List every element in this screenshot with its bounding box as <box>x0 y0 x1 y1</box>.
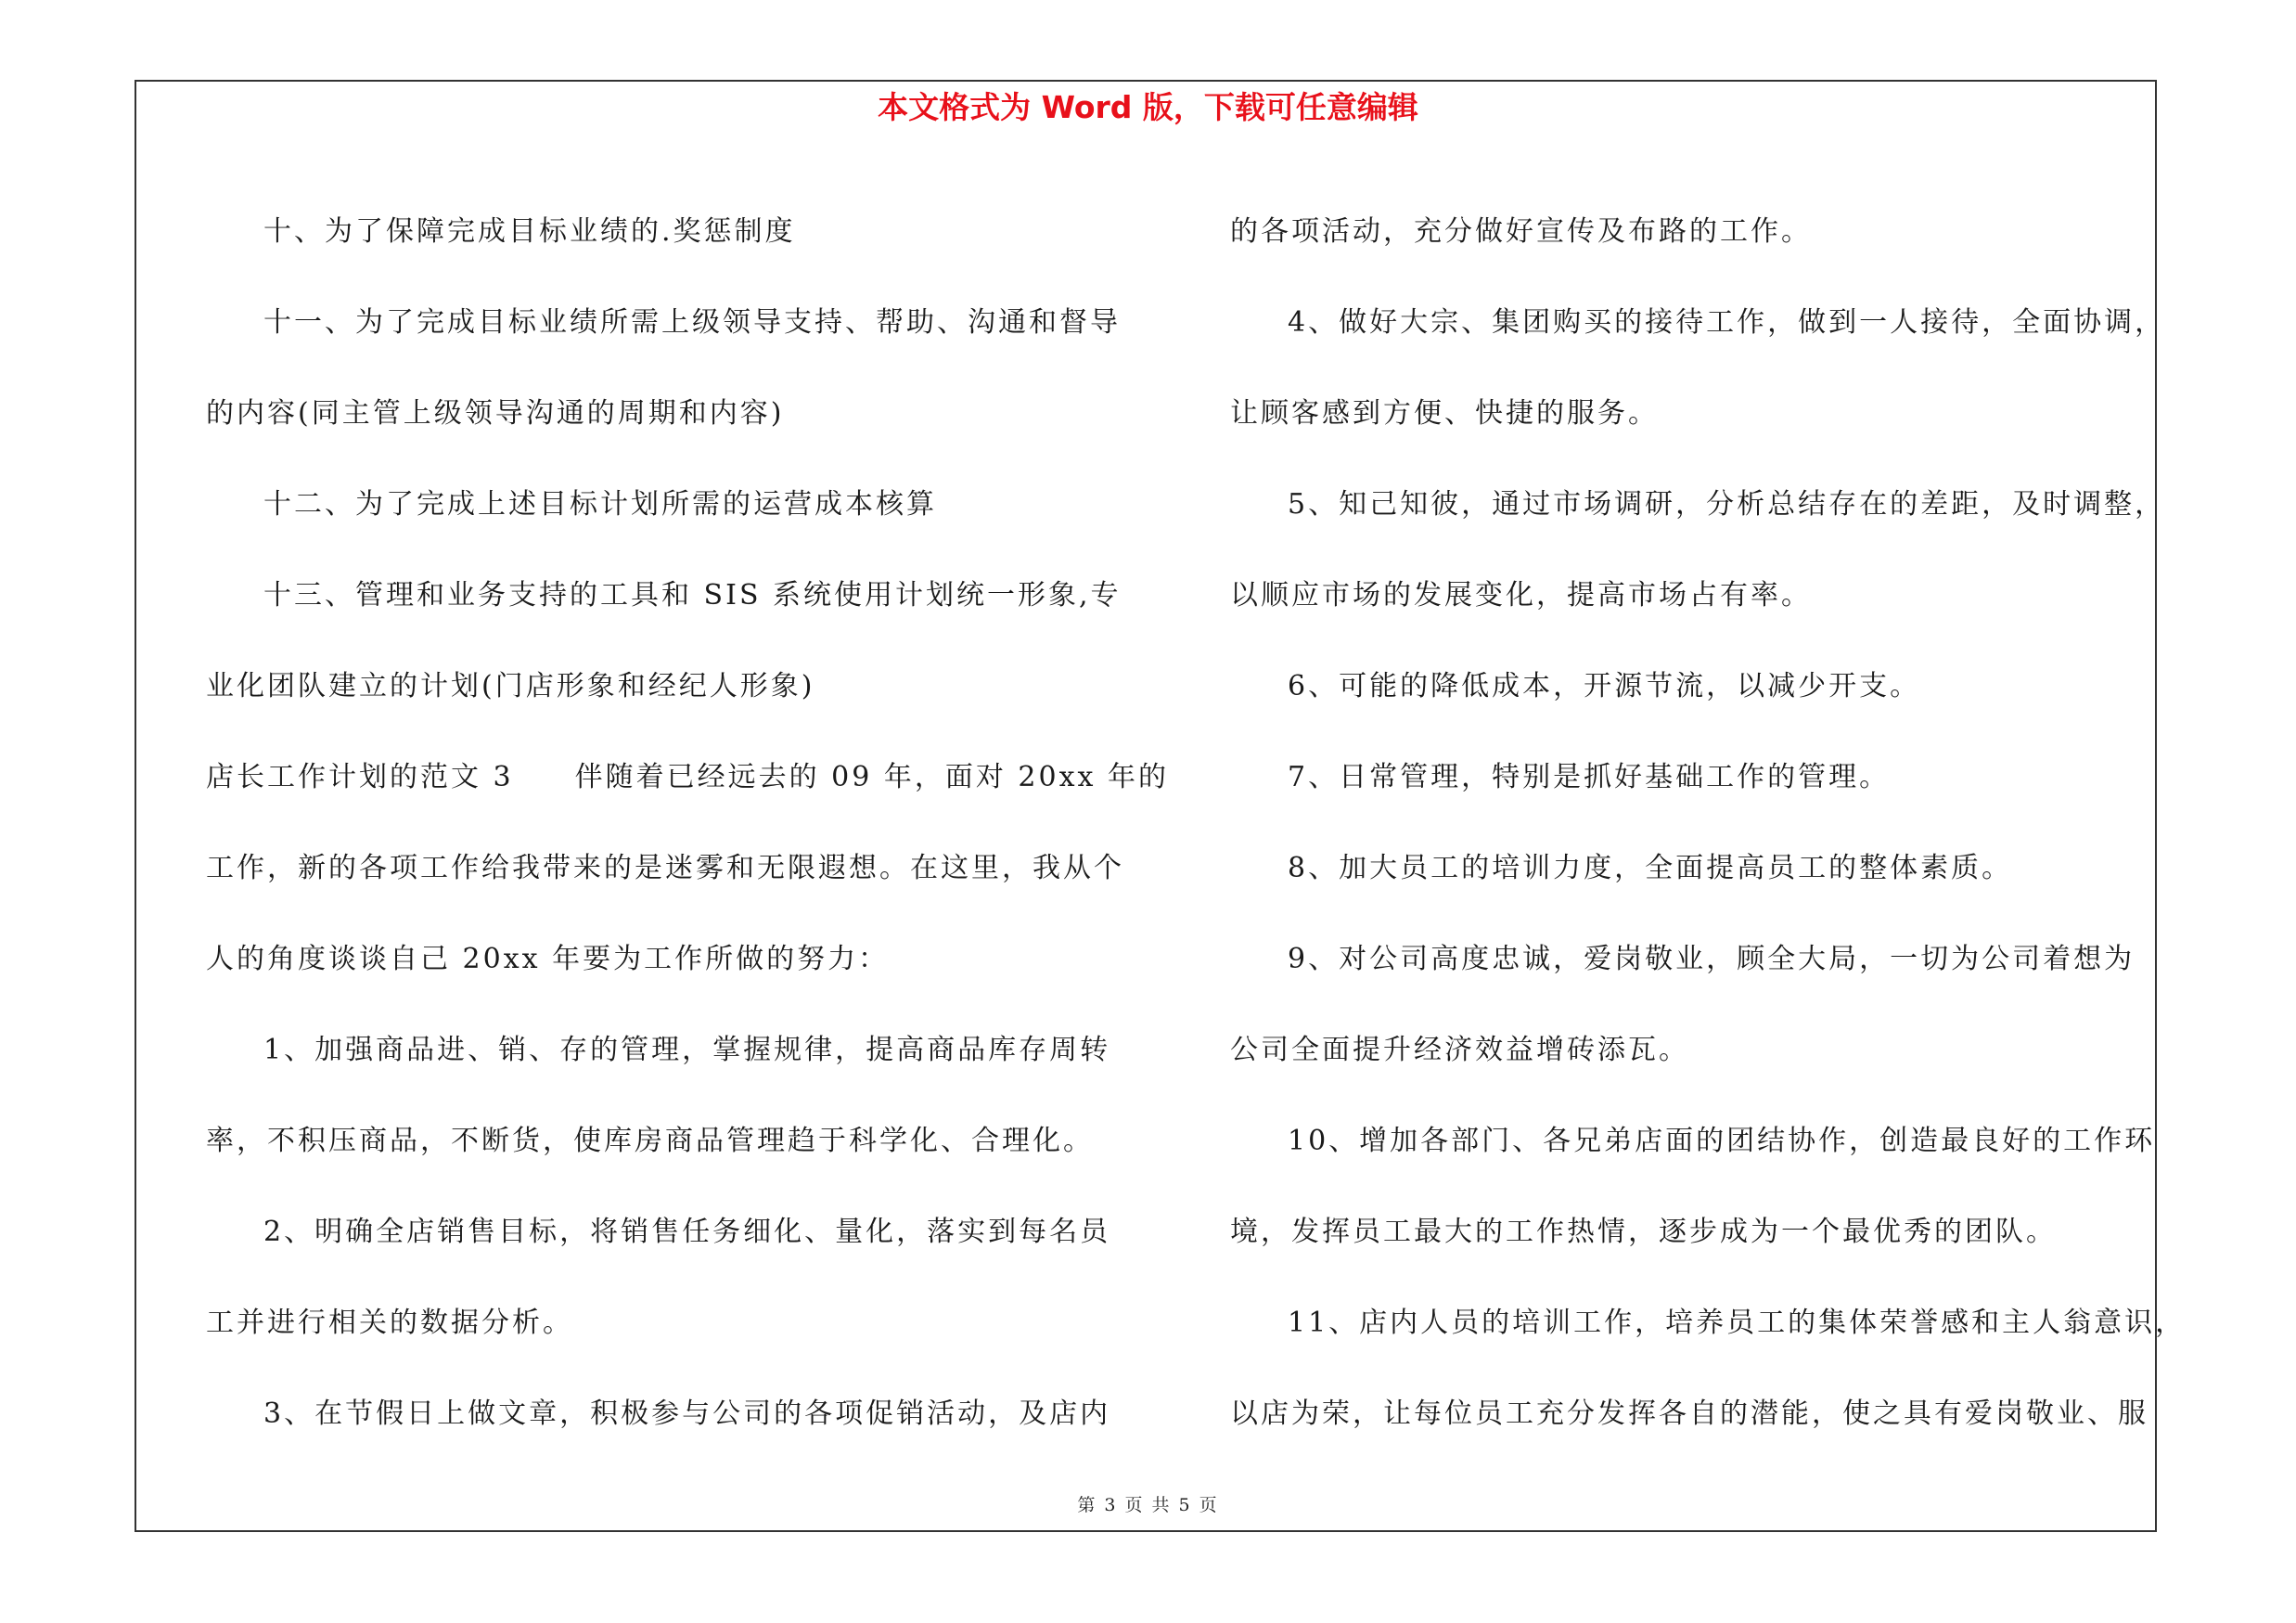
text-line: 3、在节假日上做文章，积极参与公司的各项促销活动，及店内 <box>263 1398 1111 1430</box>
text-line: 人的角度谈谈自己 20xx 年要为工作所做的努力： <box>206 943 890 975</box>
text-line: 10、增加各部门、各兄弟店面的团结协作，创造最良好的工作环 <box>1288 1125 2156 1157</box>
text-line: 以顺应市场的发展变化，提高市场占有率。 <box>1230 579 1812 612</box>
text-line: 4、做好大宗、集团购买的接待工作，做到一人接待，全面协调， <box>1288 306 2166 339</box>
text-line: 的内容(同主管上级领导沟通的周期和内容) <box>206 397 785 430</box>
text-line: 境，发挥员工最大的工作热情，逐步成为一个最优秀的团队。 <box>1230 1216 2057 1248</box>
page-number: 第 3 页 共 5 页 <box>1077 1495 1219 1515</box>
text-line: 工作，新的各项工作给我带来的是迷雾和无限遐想。在这里，我从个 <box>206 852 1124 884</box>
text-line: 让顾客感到方便、快捷的服务。 <box>1230 397 1659 430</box>
text-line: 的各项活动，充分做好宣传及布路的工作。 <box>1230 215 1812 248</box>
text-line: 十二、为了完成上述目标计划所需的运营成本核算 <box>263 488 937 521</box>
text-line: 店长工作计划的范文 3 伴随着已经远去的 09 年，面对 20xx 年的 <box>206 761 1169 793</box>
word-format-banner: 本文格式为 Word 版，下载可任意编辑 <box>878 89 1418 125</box>
text-line: 以店为荣，让每位员工充分发挥各自的潜能，使之具有爱岗敬业、服 <box>1230 1398 2148 1430</box>
text-line: 工并进行相关的数据分析。 <box>206 1307 573 1339</box>
right-text-column <box>1230 187 2187 1460</box>
text-line: 6、可能的降低成本，开源节流，以减少开支。 <box>1288 670 1921 702</box>
text-line: 十一、为了完成目标业绩所需上级领导支持、帮助、沟通和督导 <box>263 306 1121 339</box>
left-text-column <box>206 187 1169 1460</box>
text-line: 十、为了保障完成目标业绩的.奖惩制度 <box>263 215 796 248</box>
text-line: 公司全面提升经济效益增砖添瓦。 <box>1230 1034 1689 1066</box>
text-line: 十三、管理和业务支持的工具和 SIS 系统使用计划统一形象,专 <box>263 579 1122 612</box>
text-line: 11、店内人员的培训工作，培养员工的集体荣誉感和主人翁意识， <box>1288 1307 2187 1339</box>
text-line: 9、对公司高度忠诚，爱岗敬业，顾全大局，一切为公司着想为 <box>1288 943 2136 975</box>
text-line: 5、知己知彼，通过市场调研，分析总结存在的差距，及时调整， <box>1288 488 2166 521</box>
text-line: 8、加大员工的培训力度，全面提高员工的整体素质。 <box>1288 852 2013 884</box>
text-line: 1、加强商品进、销、存的管理，掌握规律，提高商品库存周转 <box>263 1034 1111 1066</box>
text-line: 7、日常管理，特别是抓好基础工作的管理。 <box>1288 761 1891 793</box>
text-line: 业化团队建立的计划(门店形象和经纪人形象) <box>206 670 815 702</box>
text-line: 2、明确全店销售目标，将销售任务细化、量化，落实到每名员 <box>263 1216 1111 1248</box>
text-line: 率，不积压商品，不断货，使库房商品管理趋于科学化、合理化。 <box>206 1125 1094 1157</box>
